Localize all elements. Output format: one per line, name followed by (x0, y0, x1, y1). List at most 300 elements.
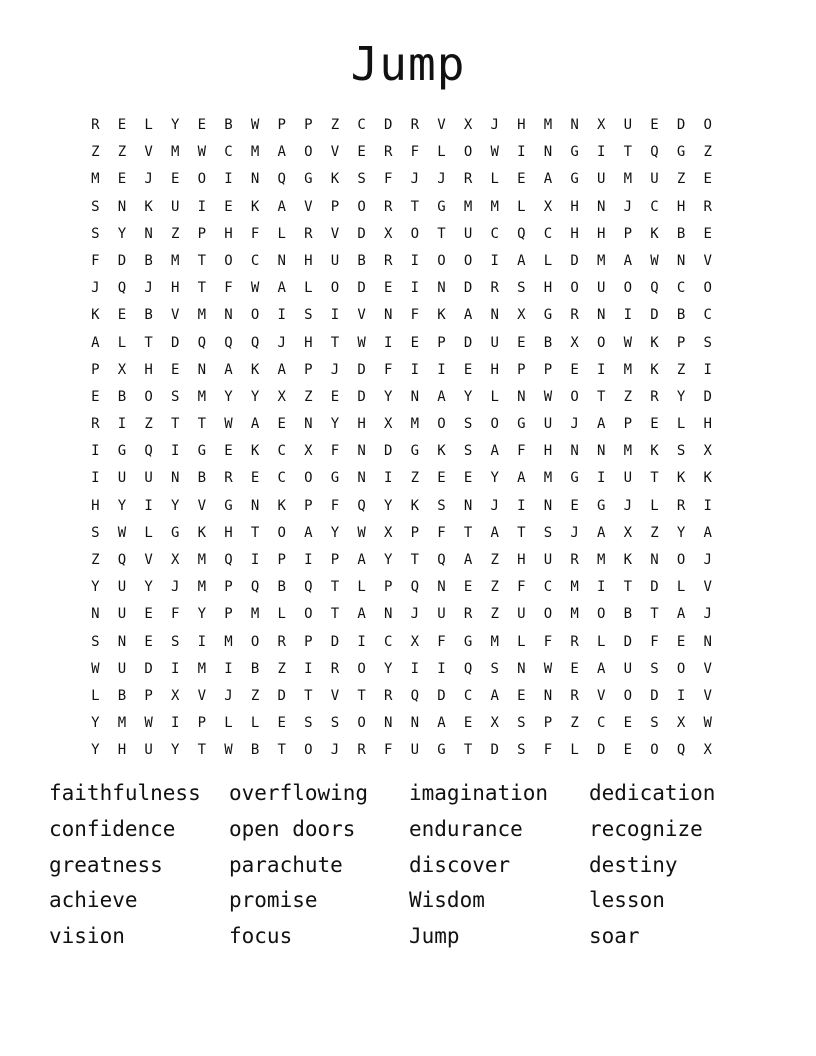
grid-letter: N (91, 606, 100, 623)
grid-letter: O (463, 252, 473, 269)
grid-letter: X (543, 198, 553, 215)
word-list-item: imagination (409, 781, 549, 805)
grid-letter: H (304, 252, 313, 269)
grid-letter: N (543, 687, 553, 704)
grid-row (82, 248, 748, 275)
grid-row (82, 384, 748, 411)
grid-letter: Q (650, 280, 659, 297)
grid-letter: O (357, 660, 366, 677)
grid-letter: E (410, 334, 420, 351)
grid-letter: B (117, 388, 127, 405)
grid-letter: U (117, 660, 127, 677)
grid-letter: O (357, 198, 366, 215)
grid-letter: L (277, 606, 286, 623)
grid-letter: K (330, 171, 340, 188)
grid-letter: S (91, 225, 100, 242)
grid-letter: X (383, 416, 393, 433)
grid-letter: N (117, 633, 127, 650)
grid-letter: C (277, 470, 286, 487)
grid-letter: Q (410, 579, 420, 596)
grid-letter: O (304, 144, 313, 161)
grid-letter: D (357, 361, 366, 378)
grid-letter: G (197, 443, 207, 460)
grid-letter: O (596, 334, 606, 351)
grid-letter: Q (144, 443, 153, 460)
grid-letter: N (383, 606, 393, 623)
grid-letter: T (463, 524, 473, 541)
grid-letter: R (277, 633, 286, 650)
grid-letter: M (596, 252, 606, 269)
grid-letter: V (330, 225, 340, 242)
grid-row (82, 574, 748, 601)
grid-letter: C (224, 144, 233, 161)
grid-letter: Z (703, 144, 712, 161)
grid-letter: O (144, 388, 153, 405)
grid-letter: Q (676, 742, 686, 759)
grid-letter: Y (330, 524, 340, 541)
grid-letter: A (490, 443, 499, 460)
grid-letter: I (703, 497, 712, 514)
grid-letter: I (437, 660, 446, 677)
grid-letter: C (676, 280, 686, 297)
grid-letter: W (357, 334, 366, 351)
grid-row (82, 737, 748, 764)
grid-letter: I (383, 334, 393, 351)
grid-letter: J (490, 117, 499, 133)
grid-letter: G (570, 470, 579, 487)
letter-grid (82, 112, 748, 765)
grid-letter: Z (117, 144, 127, 161)
grid-letter: N (596, 443, 606, 460)
grid-letter: N (277, 252, 286, 269)
grid-letter: A (224, 361, 233, 378)
grid-letter: P (224, 579, 233, 596)
grid-letter: P (224, 606, 233, 623)
grid-letter: A (463, 552, 473, 568)
grid-letter: R (463, 171, 473, 188)
grid-letter: W (357, 524, 366, 541)
grid-letter: A (463, 307, 473, 324)
grid-letter: B (676, 307, 686, 324)
grid-letter: O (224, 252, 233, 269)
grid-letter: F (383, 361, 393, 378)
grid-letter: E (117, 307, 127, 324)
grid-letter: S (437, 497, 446, 514)
grid-row (82, 411, 748, 438)
grid-letter: R (570, 552, 579, 568)
grid-letter: W (117, 524, 127, 541)
grid-letter: F (250, 225, 260, 242)
grid-letter: D (170, 334, 180, 351)
grid-letter: J (623, 198, 633, 215)
grid-letter: H (304, 334, 313, 351)
grid-letter: N (383, 307, 393, 324)
grid-letter: X (410, 633, 420, 650)
grid-letter: S (170, 633, 180, 650)
grid-letter: E (383, 280, 393, 297)
grid-letter: Z (91, 144, 100, 161)
grid-letter: M (250, 606, 260, 623)
grid-letter: N (357, 443, 366, 460)
grid-letter: B (250, 660, 260, 677)
grid-letter: I (410, 660, 420, 677)
grid-letter: Z (650, 524, 659, 541)
grid-letter: V (703, 660, 712, 677)
grid-letter: L (596, 633, 606, 650)
grid-letter: Z (170, 225, 180, 242)
grid-letter: Z (570, 715, 579, 732)
grid-letter: A (596, 660, 606, 677)
grid-letter: E (623, 715, 633, 732)
grid-letter: W (91, 660, 100, 677)
grid-letter: A (490, 687, 499, 704)
grid-letter: C (277, 443, 286, 460)
grid-letter: E (277, 715, 286, 732)
grid-row (82, 166, 748, 193)
grid-letter: S (650, 660, 659, 677)
grid-letter: N (517, 660, 526, 677)
grid-row (82, 710, 748, 737)
grid-letter: O (703, 117, 712, 133)
grid-letter: X (703, 742, 712, 759)
grid-letter: N (543, 144, 553, 161)
grid-letter: N (144, 225, 153, 242)
grid-letter: V (330, 687, 340, 704)
grid-letter: Q (224, 552, 233, 568)
word-list-item: discover (409, 852, 511, 877)
grid-letter: E (517, 687, 526, 704)
grid-letter: N (410, 388, 420, 405)
grid-letter: X (117, 361, 127, 378)
grid-letter: Y (224, 388, 233, 405)
grid-letter: Y (490, 470, 499, 487)
grid-letter: M (197, 388, 207, 405)
grid-letter: R (650, 388, 659, 405)
grid-letter: M (170, 144, 180, 161)
grid-letter: N (437, 280, 446, 297)
grid-letter: I (596, 470, 606, 487)
grid-letter: U (517, 606, 526, 623)
grid-letter: T (144, 334, 153, 351)
grid-letter: K (650, 443, 659, 460)
grid-letter: R (703, 198, 712, 215)
grid-letter: S (703, 334, 712, 351)
grid-letter: E (144, 633, 153, 650)
grid-letter: F (330, 443, 340, 460)
grid-letter: E (463, 361, 473, 378)
grid-letter: P (304, 117, 313, 133)
grid-letter: P (543, 361, 553, 378)
grid-letter: O (410, 225, 420, 242)
grid-letter: K (250, 198, 260, 215)
grid-letter: C (490, 225, 499, 242)
grid-letter: M (490, 198, 499, 215)
grid-letter: U (144, 470, 153, 487)
grid-letter: L (676, 579, 686, 596)
grid-letter: I (410, 361, 420, 378)
grid-letter: H (543, 443, 553, 460)
grid-letter: Y (330, 416, 340, 433)
grid-letter: I (91, 470, 100, 487)
grid-letter: X (703, 443, 712, 460)
grid-letter: H (490, 361, 499, 378)
grid-letter: T (410, 198, 420, 215)
grid-letter: D (383, 117, 393, 133)
grid-letter: V (357, 307, 366, 324)
grid-letter: M (170, 252, 180, 269)
grid-letter: E (224, 198, 233, 215)
grid-letter: X (676, 715, 686, 732)
grid-row (82, 275, 748, 302)
grid-letter: H (224, 524, 233, 541)
grid-row (82, 683, 748, 710)
grid-letter: S (676, 443, 686, 460)
grid-letter: M (543, 117, 553, 133)
grid-letter: L (517, 633, 526, 650)
grid-letter: F (383, 742, 393, 759)
grid-letter: I (703, 361, 712, 378)
grid-letter: M (623, 361, 633, 378)
grid-letter: W (224, 416, 233, 433)
grid-letter: A (596, 524, 606, 541)
grid-letter: N (703, 633, 712, 650)
grid-letter: P (437, 334, 446, 351)
grid-letter: F (224, 280, 233, 297)
grid-letter: I (117, 416, 127, 433)
word-list-item: focus (229, 924, 293, 949)
grid-letter: E (144, 606, 153, 623)
grid-letter: L (490, 171, 499, 188)
grid-letter: F (383, 171, 393, 188)
grid-letter: M (197, 579, 207, 596)
grid-letter: V (144, 552, 153, 568)
grid-row (82, 139, 748, 166)
grid-letter: Q (197, 334, 207, 351)
grid-letter: O (250, 307, 260, 324)
grid-letter: F (543, 633, 553, 650)
grid-letter: I (517, 497, 526, 514)
grid-letter: G (117, 443, 127, 460)
grid-letter: F (650, 633, 659, 650)
grid-letter: M (490, 633, 499, 650)
grid-letter: M (224, 633, 233, 650)
grid-row (82, 438, 748, 465)
grid-letter: N (570, 443, 579, 460)
grid-row (82, 520, 748, 547)
grid-letter: X (383, 524, 393, 541)
grid-letter: E (623, 742, 633, 759)
grid-letter: G (170, 524, 180, 541)
grid-letter: F (517, 579, 526, 596)
grid-letter: Q (650, 144, 659, 161)
grid-letter: H (570, 198, 579, 215)
grid-letter: S (490, 660, 499, 677)
grid-letter: I (170, 715, 180, 732)
grid-letter: W (250, 280, 260, 297)
grid-letter: A (623, 252, 633, 269)
grid-letter: B (357, 252, 366, 269)
grid-letter: H (170, 280, 180, 297)
grid-letter: M (197, 660, 207, 677)
grid-letter: U (144, 742, 153, 759)
grid-row (82, 302, 748, 329)
grid-letter: K (650, 334, 659, 351)
grid-letter: C (596, 715, 606, 732)
grid-letter: B (676, 225, 686, 242)
grid-letter: S (357, 171, 366, 188)
grid-letter: L (304, 280, 313, 297)
grid-letter: M (623, 443, 633, 460)
grid-letter: U (543, 552, 553, 568)
grid-letter: U (117, 579, 127, 596)
grid-letter: F (437, 633, 446, 650)
grid-letter: P (410, 524, 420, 541)
grid-letter: U (543, 416, 553, 433)
grid-letter: Q (304, 579, 313, 596)
word-list-item: soar (589, 924, 640, 949)
grid-letter: Y (170, 117, 180, 133)
grid-letter: A (304, 524, 313, 541)
grid-letter: J (330, 361, 340, 378)
grid-letter: X (623, 524, 633, 541)
grid-letter: A (250, 416, 260, 433)
grid-row (82, 547, 748, 574)
grid-letter: Y (91, 579, 100, 596)
grid-letter: X (463, 117, 473, 133)
grid-letter: K (250, 361, 260, 378)
grid-letter: G (543, 307, 553, 324)
grid-letter: C (357, 117, 366, 133)
grid-letter: U (117, 470, 127, 487)
word-list-item: faithfulness (49, 781, 201, 805)
grid-letter: U (623, 117, 633, 133)
grid-letter: A (277, 361, 286, 378)
grid-letter: T (623, 579, 633, 596)
grid-letter: I (357, 633, 366, 650)
word-list-item: Jump (409, 924, 460, 949)
word-list-item: recognize (589, 816, 703, 841)
grid-letter: S (304, 307, 313, 324)
word-list-item: endurance (409, 816, 523, 841)
grid-letter: A (277, 144, 286, 161)
grid-letter: J (623, 497, 633, 514)
word-list-item: confidence (49, 816, 176, 841)
grid-letter: X (570, 334, 579, 351)
grid-letter: G (224, 497, 233, 514)
grid-letter: E (570, 660, 579, 677)
grid-letter: R (330, 660, 340, 677)
grid-letter: O (437, 416, 446, 433)
grid-letter: K (623, 552, 633, 568)
grid-letter: N (463, 497, 473, 514)
grid-letter: V (703, 687, 712, 704)
grid-letter: K (277, 497, 286, 514)
grid-letter: E (463, 715, 473, 732)
grid-letter: U (410, 742, 420, 759)
grid-letter: Y (91, 715, 100, 732)
grid-letter: I (623, 307, 633, 324)
grid-letter: Y (383, 552, 393, 568)
grid-letter: I (410, 280, 420, 297)
grid-letter: X (277, 388, 286, 405)
grid-letter: T (623, 144, 633, 161)
grid-letter: Q (277, 171, 286, 188)
grid-letter: U (623, 470, 633, 487)
grid-letter: P (304, 361, 313, 378)
grid-letter: E (570, 361, 579, 378)
grid-letter: N (410, 715, 420, 732)
grid-row (82, 656, 748, 683)
grid-letter: W (703, 715, 712, 732)
grid-letter: S (543, 524, 553, 541)
grid-letter: W (224, 742, 233, 759)
grid-letter: Z (304, 388, 313, 405)
grid-letter: E (117, 117, 127, 133)
grid-letter: T (197, 280, 207, 297)
grid-letter: G (330, 470, 340, 487)
grid-letter: J (410, 171, 420, 188)
grid-letter: H (570, 225, 579, 242)
grid-letter: E (650, 117, 659, 133)
grid-letter: N (570, 117, 579, 133)
grid-letter: I (304, 552, 313, 568)
grid-letter: R (410, 117, 420, 133)
grid-letter: F (91, 252, 100, 269)
grid-letter: O (623, 687, 633, 704)
grid-letter: U (490, 334, 499, 351)
grid-letter: I (224, 660, 233, 677)
grid-letter: M (250, 144, 260, 161)
grid-letter: D (144, 660, 153, 677)
grid-letter: A (277, 280, 286, 297)
grid-letter: E (703, 171, 712, 188)
grid-letter: R (570, 687, 579, 704)
grid-letter: A (91, 334, 100, 351)
grid-letter: C (543, 579, 553, 596)
grid-letter: I (170, 660, 180, 677)
grid-letter: E (703, 225, 712, 242)
grid-letter: O (570, 280, 579, 297)
grid-letter: Q (357, 497, 366, 514)
grid-letter: E (517, 334, 526, 351)
grid-letter: T (330, 606, 340, 623)
grid-letter: D (650, 687, 659, 704)
word-list-item: promise (229, 888, 318, 913)
grid-letter: W (543, 660, 553, 677)
grid-letter: R (676, 497, 686, 514)
grid-letter: T (437, 225, 446, 242)
grid-letter: L (357, 579, 366, 596)
grid-letter: S (304, 715, 313, 732)
grid-letter: Y (170, 742, 180, 759)
grid-letter: D (357, 280, 366, 297)
grid-letter: N (224, 307, 233, 324)
grid-letter: I (197, 633, 207, 650)
grid-letter: S (91, 198, 100, 215)
grid-row (82, 493, 748, 520)
grid-letter: P (304, 633, 313, 650)
grid-letter: Q (437, 552, 446, 568)
grid-letter: I (170, 443, 180, 460)
grid-letter: K (703, 470, 712, 487)
grid-letter: S (91, 633, 100, 650)
grid-letter: M (570, 579, 579, 596)
grid-letter: P (304, 497, 313, 514)
grid-letter: A (437, 388, 446, 405)
grid-letter: M (197, 552, 207, 568)
grid-letter: L (144, 524, 153, 541)
grid-letter: X (383, 225, 393, 242)
